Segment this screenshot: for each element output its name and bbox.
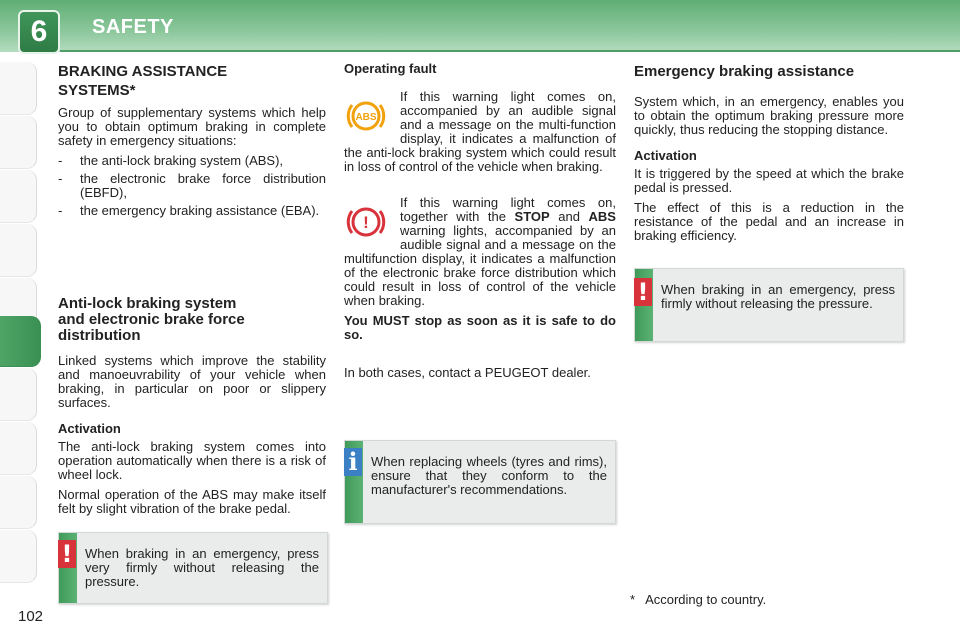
must-stop-text: You MUST stop as soon as it is safe to do so.	[344, 313, 616, 342]
abs-icon-label: ABS	[355, 112, 377, 123]
chapter-tab-1[interactable]	[0, 62, 37, 115]
warning-note-text: When braking in an emergency, press firmly without releasing the pressure.	[661, 282, 895, 311]
chapter-tab-2[interactable]	[0, 116, 37, 169]
stop-icon-label: !	[363, 213, 369, 232]
activation-heading: Activation	[58, 421, 121, 436]
info-note-text: When replacing wheels (tyres and rims), ensure that they conform to the manufacturer's recommendations.	[371, 454, 607, 497]
right-column	[634, 62, 904, 249]
title-line-2: SYSTEMS*	[58, 82, 136, 99]
left-column-abs	[58, 296, 326, 522]
emergency-activation-text-2: The effect of this is a reduction in the resistance of the pedal and an increase in braking efficiency.	[634, 200, 904, 243]
abs-warning-icon	[346, 96, 386, 136]
chapter-tab-8[interactable]	[0, 422, 37, 475]
chapter-tab-7[interactable]	[0, 368, 37, 421]
fault-paragraph-2: If this warning light comes on, together with the STOP and ABS warning lights, accompanied by an audible signal and a message on the multifunction display, it indicates a malfunction of the electronic brake force distribution which could result in loss of control of the vehicle when braking.	[344, 195, 616, 308]
chapter-tabs	[0, 62, 46, 582]
warning-icon: !	[58, 540, 76, 568]
emergency-intro: System which, in an emergency, enables you to obtain the optimum braking pressure more quickly, thus reducing the stopping distance.	[634, 94, 904, 137]
section-title-abs: Anti-lock braking system and electronic brake force distribution	[58, 295, 245, 344]
abs-keyword: ABS	[588, 209, 616, 224]
activation-text-2: Normal operation of the ABS may make itself felt by slight vibration of the brake pedal.	[58, 487, 326, 516]
footnote-text: According to country.	[645, 592, 767, 607]
chapter-number-badge: 6	[18, 10, 60, 54]
chapter-tab-6-active[interactable]	[0, 316, 41, 367]
header-rule	[60, 50, 960, 52]
stop-keyword: STOP	[514, 209, 550, 224]
page-number: 102	[18, 608, 44, 625]
warning-note-left	[58, 532, 328, 604]
list-item: - the emergency braking assistance (EBA).	[58, 203, 320, 218]
chapter-tab-4[interactable]	[0, 224, 37, 277]
systems-list	[58, 154, 326, 218]
footnote	[630, 592, 766, 607]
emergency-activation-text-1: It is triggered by the speed at which the brake pedal is pressed.	[634, 166, 904, 195]
chapter-tab-9[interactable]	[0, 476, 37, 529]
list-item: - the anti-lock braking system (ABS),	[58, 153, 284, 168]
chapter-title: SAFETY	[92, 16, 174, 38]
stop-warning-icon	[346, 202, 386, 242]
title-line-1: BRAKING ASSISTANCE	[58, 63, 228, 80]
warning-icon: !	[634, 278, 652, 306]
info-icon: i	[344, 448, 362, 476]
fault-paragraph-1: If this warning light comes on, accompanied by an audible signal and a message on the multi-function display, it indicates a malfunction of the anti-lock braking system which could result in loss of control of the vehicle when braking.	[344, 89, 616, 174]
both-cases-text: In both cases, contact a PEUGEOT dealer.	[344, 365, 591, 380]
emergency-braking-heading: Emergency braking assistance	[634, 63, 855, 80]
left-column	[58, 62, 326, 224]
info-note	[344, 440, 616, 524]
chapter-tab-10[interactable]	[0, 530, 37, 583]
list-item: - the electronic brake force distribution (EBFD),	[58, 171, 326, 200]
intro-paragraph: Group of supplementary systems which help you to obtain optimum braking in complete safety in emergency situations:	[58, 105, 326, 148]
abs-description: Linked systems which improve the stability and manoeuvrability of your vehicle when braking, in particular on poor or slippery surfaces.	[58, 353, 326, 410]
emergency-activation-heading: Activation	[634, 148, 697, 163]
activation-text-1: The anti-lock braking system comes into operation automatically when there is a risk of wheel lock.	[58, 439, 326, 482]
operating-fault-heading: Operating fault	[344, 61, 437, 76]
warning-note-text: When braking in an emergency, press very firmly without releasing the pressure.	[85, 546, 319, 589]
section-title-braking-assistance	[58, 62, 326, 100]
chapter-tab-3[interactable]	[0, 170, 37, 223]
footnote-star: *	[630, 592, 636, 607]
warning-note-right	[634, 268, 904, 342]
